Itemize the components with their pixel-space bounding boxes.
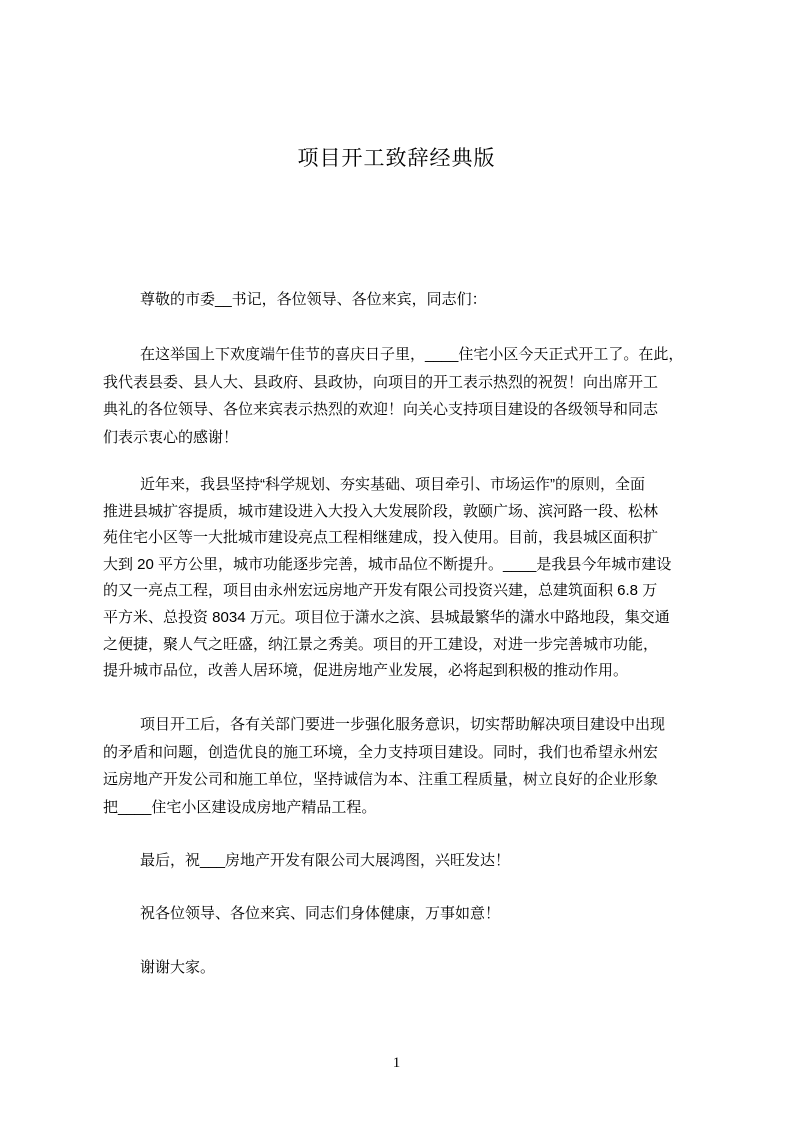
paragraph-line: 提升城市品位，改善人居环境，促进房地产业发展，必将起到积极的推动作用。	[103, 662, 629, 680]
closing-line: 谢谢大家。	[140, 959, 216, 976]
paragraph-line: 推进县城扩容提质，城市建设进入大投入大发展阶段，敦颐广场、滨河路一段、松林	[103, 502, 659, 520]
paragraph-1	[103, 341, 706, 451]
closing-1	[103, 847, 706, 875]
paragraph-line: 之便捷，聚人气之旺盛，纳江景之秀美。项目的开工建设，对进一步完善城市功能，	[103, 635, 659, 653]
paragraph-line: 苑住宅小区等一大批城市建设亮点工程相继建成，投入使用。目前，我县城区面积扩	[103, 529, 659, 547]
paragraph-3	[103, 711, 706, 821]
paragraph-line: 大到 20 平方公里，城市功能逐步完善，城市品位不断提升。____是我县今年城市建设	[103, 555, 672, 573]
document-title: 项目开工致辞经典版	[297, 147, 496, 170]
paragraph-2	[103, 472, 706, 685]
paragraph-line: 的矛盾和问题，创造优良的施工环境，全力支持项目建设。同时，我们也希望永州宏	[103, 743, 659, 761]
paragraph-line: 我代表县委、县人大、县政府、县政协，向项目的开工表示热烈的祝贺！向出席开工	[103, 373, 659, 391]
paragraph-line: 把____住宅小区建设成房地产精品工程。	[103, 798, 377, 816]
salutation	[103, 286, 706, 314]
paragraph-line: 在这举国上下欢度端午佳节的喜庆日子里，____住宅小区今天正式开工了。在此，	[140, 346, 684, 363]
paragraph-line: 平方米、总投资 8034 万元。项目位于潇水之滨、县城最繁华的潇水中路地段，集交通	[103, 608, 670, 626]
paragraph-line: 近年来，我县坚持“科学规划、夯实基础、项目牵引、市场运作”的原则，全面	[140, 476, 645, 493]
paragraph-line: 们表示衷心的感谢！	[103, 428, 239, 446]
paragraph-line: 的又一亮点工程，项目由永州宏远房地产开发有限公司投资兴建，总建筑面积 6.8 万	[103, 582, 658, 600]
page-number: 1	[392, 1055, 401, 1071]
closing-line: 最后，祝___房地产开发有限公司大展鸿图，兴旺发达！	[140, 852, 511, 869]
closing-2	[103, 900, 706, 928]
paragraph-line: 典礼的各位领导、各位来宾表示热烈的欢迎！向关心支持项目建设的各级领导和同志	[103, 401, 659, 419]
closing-3	[103, 954, 706, 982]
closing-line: 祝各位领导、各位来宾、同志们身体健康，万事如意！	[140, 905, 501, 922]
paragraph-line: 项目开工后，各有关部门要进一步强化服务意识，切实帮助解决项目建设中出现	[140, 716, 666, 733]
paragraph-line: 远房地产开发公司和施工单位，坚持诚信为本、注重工程质量，树立良好的企业形象	[103, 771, 659, 789]
salutation-line: 尊敬的市委__书记，各位领导、各位来宾，同志们：	[140, 291, 487, 308]
